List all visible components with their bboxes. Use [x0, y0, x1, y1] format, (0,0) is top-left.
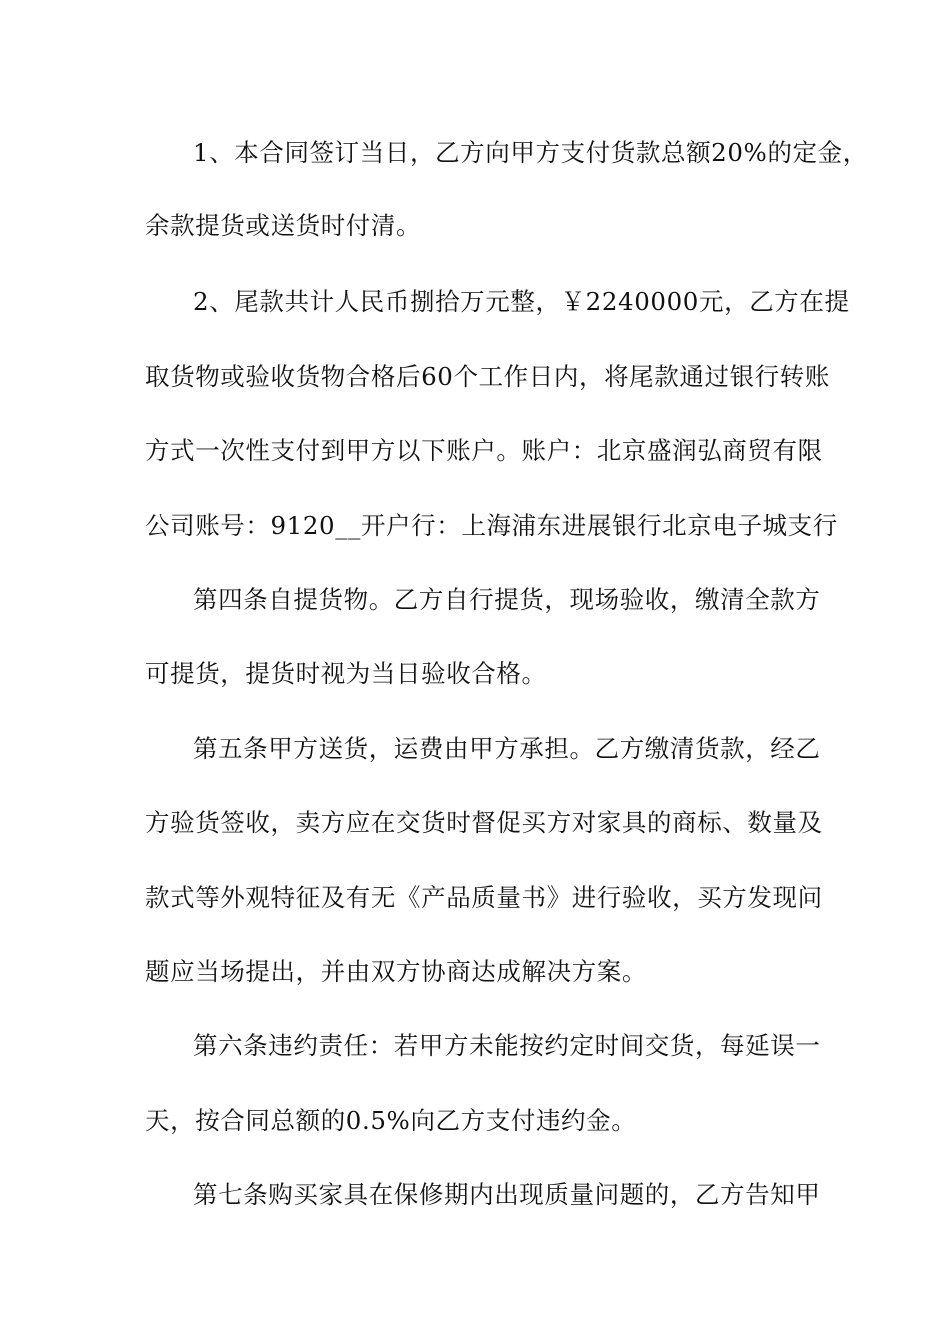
paragraph-line-8: 可提货，提货时视为当日验收合格。	[145, 659, 547, 688]
paragraph-line-2: 余款提货或送货时付清。	[145, 211, 422, 240]
paragraph-line-5: 方式一次性支付到甲方以下账户。账户：北京盛润弘商贸有限	[145, 436, 823, 465]
paragraph-line-10: 方验货签收，卖方应在交货时督促买方对家具的商标、数量及	[145, 808, 823, 837]
paragraph-line-11: 款式等外观特征及有无《产品质量书》进行验收，买方发现问	[145, 883, 823, 912]
paragraph-line-12: 题应当场提出，并由双方协商达成解决方案。	[145, 957, 647, 986]
paragraph-line-15: 第七条购买家具在保修期内出现质量问题的，乙方告知甲	[193, 1180, 821, 1209]
paragraph-line-13: 第六条违约责任：若甲方未能按约定时间交货，每延误一	[193, 1031, 821, 1060]
paragraph-line-4: 取货物或验收货物合格后60个工作日内，将尾款通过银行转账	[145, 362, 830, 391]
paragraph-line-14: 天，按合同总额的0.5%向乙方支付违约金。	[145, 1106, 637, 1135]
paragraph-line-7: 第四条自提货物。乙方自行提货，现场验收，缴清全款方	[193, 585, 821, 614]
paragraph-line-9: 第五条甲方送货，运费由甲方承担。乙方缴清货款，经乙	[193, 734, 821, 763]
paragraph-line-6: 公司账号：9120__开户行：上海浦东进展银行北京电子城支行	[145, 511, 838, 540]
paragraph-line-1: 1、本合同签订当日，乙方向甲方支付货款总额20%的定金，	[193, 138, 868, 167]
paragraph-line-3: 2、尾款共计人民币捌拾万元整，￥2240000元，乙方在提	[193, 287, 850, 316]
